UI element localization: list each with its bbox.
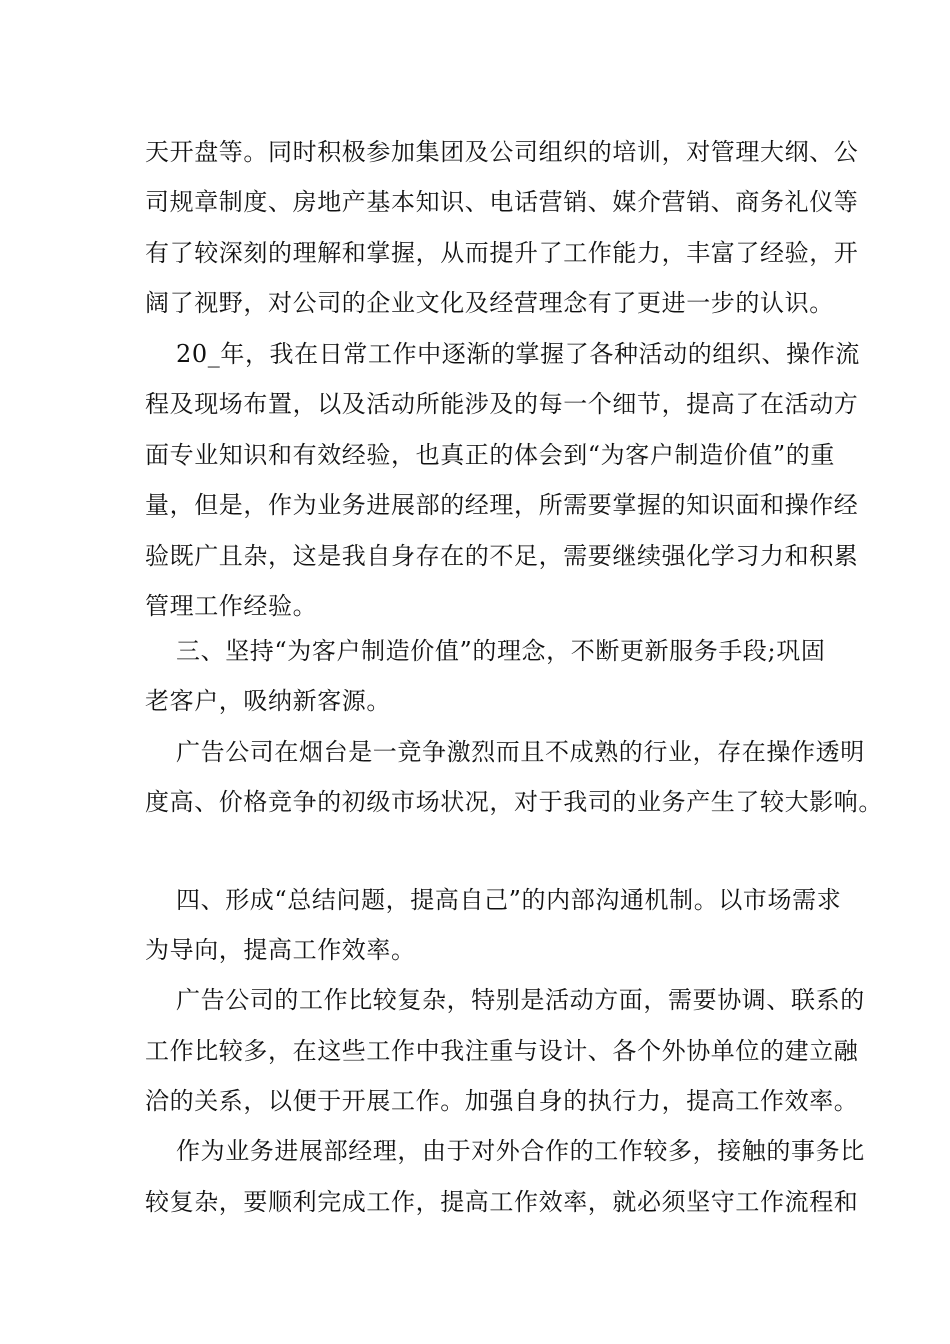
- paragraph-first-line: 广告公司在烟台是一竞争激烈而且不成熟的行业，存在操作透明: [176, 738, 865, 766]
- text-line: 工作比较多，在这些工作中我注重与设计、各个外协单位的建立融: [145, 1037, 859, 1065]
- text-line: 阔了视野，对公司的企业文化及经营理念有了更进一步的认识。: [145, 289, 834, 317]
- text-line: 量，但是，作为业务进展部的经理，所需要掌握的知识面和操作经: [145, 491, 859, 519]
- text-line: 老客户，吸纳新客源。: [145, 687, 391, 715]
- text-line: 管理工作经验。: [145, 592, 318, 620]
- text-line: 较复杂，要顺利完成工作，提高工作效率，就必须坚守工作流程和: [145, 1188, 859, 1216]
- paragraph-first-line: 作为业务进展部经理，由于对外合作的工作较多，接触的事务比: [176, 1137, 865, 1165]
- paragraph-first-line: 广告公司的工作比较复杂，特别是活动方面，需要协调、联系的: [176, 986, 865, 1014]
- text-line: 有了较深刻的理解和掌握，从而提升了工作能力，丰富了经验，开: [145, 239, 859, 267]
- text-line: 洽的关系，以便于开展工作。加强自身的执行力，提高工作效率。: [145, 1087, 859, 1115]
- text-line: 司规章制度、房地产基本知识、电话营销、媒介营销、商务礼仪等: [145, 188, 859, 216]
- text-line: 为导向，提高工作效率。: [145, 936, 416, 964]
- section-heading-3: 三、坚持“为客户制造价值”的理念，不断更新服务手段;巩固: [176, 637, 826, 665]
- text-line: 度高、价格竞争的初级市场状况，对于我司的业务产生了较大影响。: [145, 788, 883, 816]
- text-line: 天开盘等。同时积极参加集团及公司组织的培训，对管理大纲、公: [145, 138, 859, 166]
- text-line: 面专业知识和有效经验，也真正的体会到“为客户制造价值”的重: [145, 441, 835, 469]
- section-heading-4: 四、形成“总结问题，提高自己”的内部沟通机制。以市场需求: [176, 886, 842, 914]
- text-line: 验既广且杂，这是我自身存在的不足，需要继续强化学习力和积累: [145, 542, 859, 570]
- text-line: 程及现场布置，以及活动所能涉及的每一个细节，提高了在活动方: [145, 390, 859, 418]
- paragraph-first-line: 20_年，我在日常工作中逐渐的掌握了各种活动的组织、操作流: [176, 340, 860, 368]
